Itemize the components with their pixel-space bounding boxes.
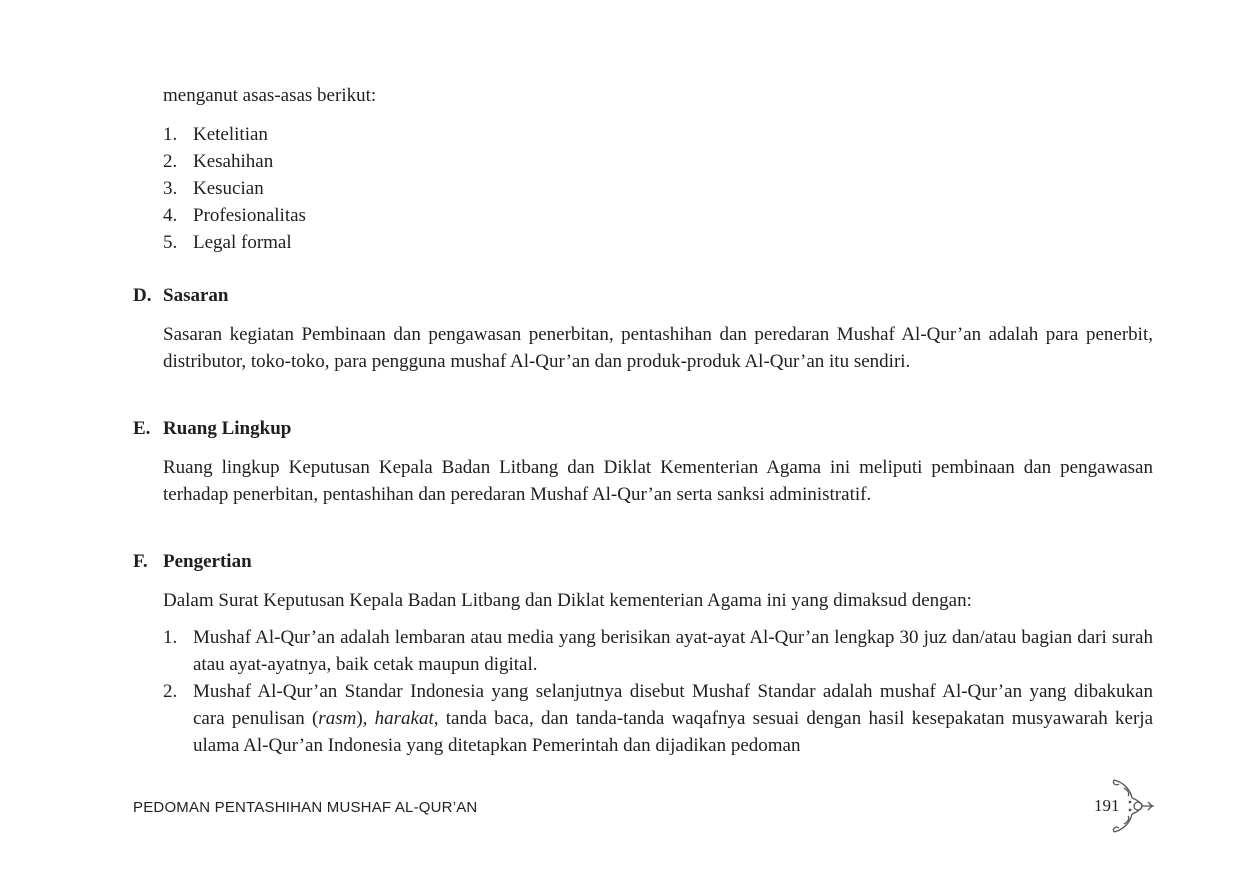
list-text: Ketelitian: [193, 124, 268, 145]
italic-term-harakat: harakat: [374, 708, 434, 729]
definition-item: [163, 678, 1153, 759]
list-text: Legal formal: [193, 232, 292, 253]
list-text: Kesahihan: [193, 151, 274, 172]
section-ruang-lingkup: [133, 415, 1153, 508]
definition-text-part: , tanda baca, dan tanda-tanda waqafnya sesuai dengan hasil kesepakatan musyawarah kerja ulama Al-Qur’an Indonesia yang ditetapkan Pemerintah dan dijadikan pedoman: [193, 708, 1153, 756]
list-item: [163, 229, 1153, 256]
definitions-list: [133, 624, 1153, 759]
definition-number: 2.: [163, 681, 178, 702]
list-item: [163, 202, 1153, 229]
section-sasaran: [133, 282, 1153, 375]
definition-text: [193, 678, 1153, 759]
intro-text: menganut asas-asas berikut:: [163, 85, 377, 106]
section-title: Pengertian: [163, 551, 252, 572]
section-pengertian: [133, 548, 1153, 759]
list-number: 5.: [163, 232, 178, 253]
page-content: [133, 82, 1153, 759]
list-text: Profesionalitas: [193, 205, 306, 226]
list-item: [163, 175, 1153, 202]
section-letter: E.: [133, 418, 151, 439]
ornament-icon: [1108, 776, 1156, 836]
section-heading: [133, 282, 1153, 309]
definition-text-part: ),: [356, 708, 375, 729]
definition-text: Mushaf Al-Qur’an adalah lembaran atau media yang berisikan ayat-ayat Al-Qur’an lengkap 30 juz dan/atau bagian dari surah atau ayat-ayatnya, baik cetak maupun digital.: [193, 627, 1153, 675]
section-body: Sasaran kegiatan Pembinaan dan pengawasan penerbitan, pentashihan dan peredaran Mushaf Al-Qur’an adalah para penerbit, distributor, toko-toko, para pengguna mushaf Al-Qur’an dan produk-produk Al-Qur’an itu sendiri.: [163, 324, 1153, 372]
principles-list: [133, 121, 1153, 256]
section-body: Ruang lingkup Keputusan Kepala Badan Litbang dan Diklat Kementerian Agama ini meliputi pembinaan dan pengawasan terhadap penerbitan, pentashihan dan peredaran Mushaf Al-Qur’an serta sanksi administratif.: [163, 457, 1153, 505]
page-number: 191: [1094, 796, 1120, 815]
footer-book-title: PEDOMAN PENTASHIHAN MUSHAF AL-QUR’AN: [133, 799, 478, 816]
list-item: [163, 121, 1153, 148]
section-heading: [133, 548, 1153, 575]
section-heading: [133, 415, 1153, 442]
list-number: 3.: [163, 178, 178, 199]
definition-text-part: Mushaf Al-Qur’an Standar Indonesia yang selanjutnya disebut Mushaf Standar adalah mushaf Al-Qur’an yang dibakukan cara penulisan (: [193, 681, 1153, 729]
list-text: Kesucian: [193, 178, 264, 199]
definition-number: 1.: [163, 627, 178, 648]
section-letter: D.: [133, 285, 152, 306]
section-letter: F.: [133, 551, 148, 572]
list-item: [163, 148, 1153, 175]
section-title: Sasaran: [163, 285, 229, 306]
list-number: 4.: [163, 205, 178, 226]
section-body: Dalam Surat Keputusan Kepala Badan Litbang dan Diklat kementerian Agama ini yang dimaksud dengan:: [163, 590, 972, 611]
list-number: 1.: [163, 124, 178, 145]
section-title: Ruang Lingkup: [163, 418, 292, 439]
italic-term-rasm: rasm: [318, 708, 357, 729]
definition-item: [163, 624, 1153, 678]
list-number: 2.: [163, 151, 178, 172]
